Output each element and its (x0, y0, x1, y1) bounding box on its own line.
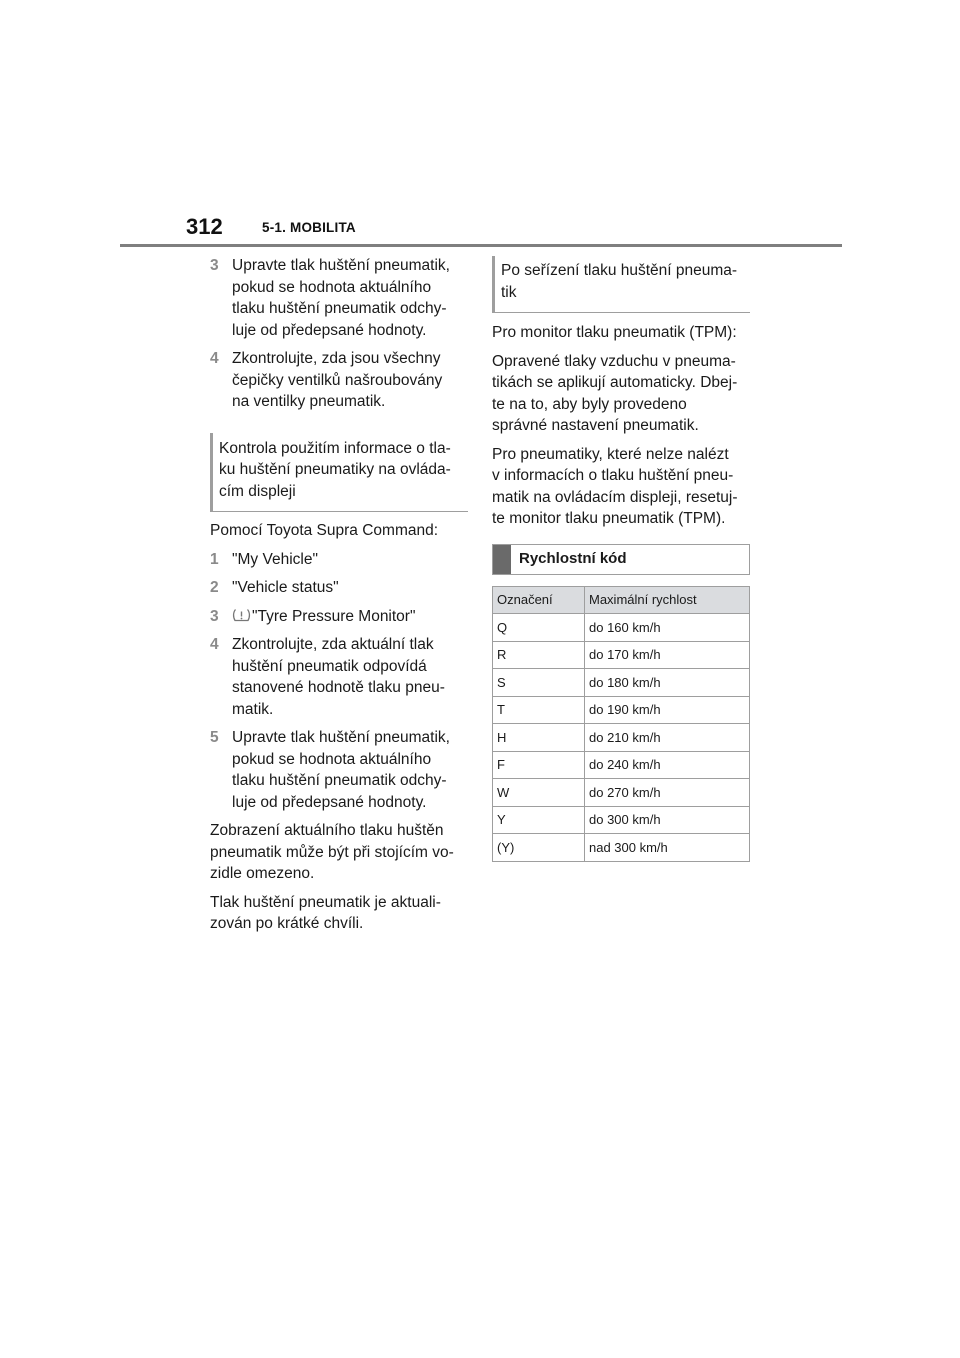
table-cell: do 170 km/h (585, 641, 750, 669)
body-paragraph (492, 444, 750, 530)
heading-accent-bar (493, 545, 511, 574)
text-line: Pro pneumatiky, které nelze nalézt (492, 445, 729, 463)
text-line: zován po krátké chvíli. (210, 915, 364, 932)
table-row (493, 724, 750, 752)
table-cell: Y (493, 806, 585, 834)
table-cell: R (493, 641, 585, 669)
table-cell: do 240 km/h (585, 751, 750, 779)
table-row (493, 751, 750, 779)
step-number: 5 (210, 729, 219, 746)
step-number: 3 (210, 607, 219, 625)
step-text (232, 255, 468, 341)
subsection-title: cím displeji (219, 482, 296, 500)
body-paragraph (210, 892, 468, 935)
table-cell: F (493, 751, 585, 779)
text-line: pokud se hodnota aktuálního (232, 750, 432, 768)
table-cell: S (493, 669, 585, 697)
table-row (493, 696, 750, 724)
table-cell: W (493, 779, 585, 807)
subsection-title: ku huštění pneumatiky na ovláda- (219, 461, 451, 478)
column-header: Označení (493, 586, 585, 614)
text-line: Zobrazení aktuálního tlaku huštěn (210, 822, 444, 839)
table-cell: do 160 km/h (585, 614, 750, 642)
text-line: tlaku huštění pneumatik odchy- (232, 300, 447, 317)
table-header-row (493, 586, 750, 614)
text-line: matik. (232, 700, 274, 718)
speed-code-heading (492, 544, 750, 575)
step-item (210, 727, 468, 813)
step-number: 3 (210, 257, 219, 274)
step-number: 2 (210, 579, 219, 596)
table-cell: T (493, 696, 585, 724)
step-item (210, 577, 468, 599)
speed-code-title: Rychlostní kód (519, 549, 627, 567)
table-cell: H (493, 724, 585, 752)
right-column (492, 256, 750, 862)
table-cell: do 210 km/h (585, 724, 750, 752)
text-line (232, 606, 468, 628)
text-line: Zkontrolujte, zda jsou všechny (232, 350, 441, 367)
table-cell: do 190 km/h (585, 696, 750, 724)
table-row (493, 614, 750, 642)
text-line: Upravte tlak huštění pneumatik, (232, 257, 450, 274)
table-row (493, 669, 750, 697)
table-cell: Q (493, 614, 585, 642)
body-paragraph (492, 322, 750, 344)
table-row (493, 834, 750, 862)
left-column (210, 255, 468, 942)
table-cell: do 300 km/h (585, 806, 750, 834)
text-line: pneumatik může být při stojícím vo- (210, 843, 454, 861)
step-text (232, 348, 468, 413)
text-line: Zkontrolujte, zda aktuální tlak (232, 636, 434, 653)
table-cell: do 180 km/h (585, 669, 750, 697)
table-cell: nad 300 km/h (585, 834, 750, 862)
step-text (232, 634, 468, 720)
text-line: "Vehicle status" (232, 579, 339, 596)
header-rule (120, 244, 842, 247)
step-item (210, 255, 468, 341)
subsection-title: tik (501, 283, 517, 301)
text-line: stanovené hodnotě tlaku pneu- (232, 679, 445, 696)
text-line: te monitor tlaku pneumatik (TPM). (492, 510, 726, 527)
body-paragraph (210, 820, 468, 885)
tyre-pressure-warning-icon (232, 608, 251, 622)
step-text (232, 727, 468, 813)
text-line: Upravte tlak huštění pneumatik, (232, 729, 450, 746)
text-line: správné nastavení pneumatik. (492, 417, 699, 434)
step-number: 4 (210, 350, 219, 367)
text-line: Tlak huštění pneumatik je aktuali- (210, 893, 441, 911)
text-line: na ventilky pneumatik. (232, 393, 386, 410)
text-line: matik na ovládacím displeji, resetuj- (492, 488, 738, 506)
step-item (210, 634, 468, 720)
text-line: huštění pneumatik odpovídá (232, 657, 427, 675)
text-line: zidle omezeno. (210, 865, 315, 882)
step-text: "Tyre Pressure Monitor" (252, 607, 416, 625)
column-header: Maximální rychlost (585, 586, 750, 614)
page-number: 312 (186, 214, 223, 239)
table-row (493, 806, 750, 834)
table-row (493, 641, 750, 669)
text-line: te na to, aby byly provedeno (492, 395, 687, 413)
text-line: Opravené tlaky vzduchu v pneuma- (492, 352, 736, 370)
step-number: 1 (210, 550, 219, 568)
subsection-title: Po seřízení tlaku huštění pneuma- (501, 262, 738, 279)
body-paragraph (492, 351, 750, 437)
text-line: luje od předepsané hodnoty. (232, 321, 427, 339)
subsection-title: Kontrola použitím informace o tla- (219, 439, 451, 457)
text-line: Pro monitor tlaku pneumatik (TPM): (492, 324, 737, 341)
subsection-box (492, 256, 750, 313)
section-title: 5-1. MOBILITA (262, 220, 356, 235)
speed-code-table (492, 586, 750, 862)
step-item (210, 348, 468, 413)
step-number: 4 (210, 636, 219, 653)
text-line: pokud se hodnota aktuálního (232, 278, 432, 296)
text-line: "My Vehicle" (232, 550, 318, 568)
step-item (210, 549, 468, 571)
table-row (493, 779, 750, 807)
text-line: v informacích o tlaku huštění pneu- (492, 467, 734, 484)
text-line: luje od předepsané hodnoty. (232, 793, 427, 811)
table-cell: do 270 km/h (585, 779, 750, 807)
table-cell: (Y) (493, 834, 585, 862)
text-line: tikách se aplikují automaticky. Dbej- (492, 374, 738, 391)
subsection-box (210, 433, 468, 513)
text-line: čepičky ventilků našroubovány (232, 371, 443, 389)
intro-paragraph: Pomocí Toyota Supra Command: (210, 522, 439, 539)
step-item (210, 606, 468, 628)
text-line: tlaku huštění pneumatik odchy- (232, 772, 447, 789)
